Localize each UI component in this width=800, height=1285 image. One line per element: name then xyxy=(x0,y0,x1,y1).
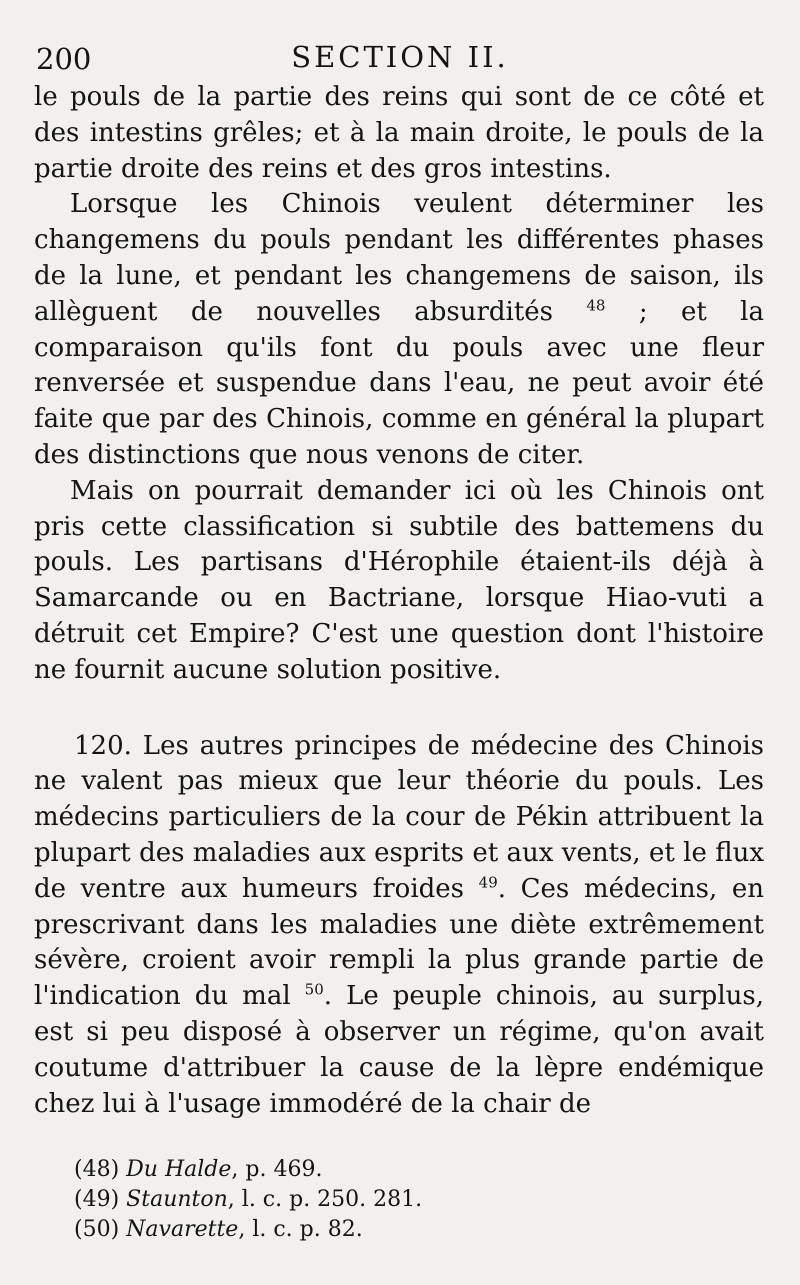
footnote xyxy=(74,1155,714,1185)
paragraph-pulse-phases xyxy=(34,187,764,473)
footnote-reference: 48 xyxy=(586,296,606,315)
footnote-reference-text: , l. c. p. 82. xyxy=(238,1217,363,1242)
footnote-reference: 49 xyxy=(478,873,498,892)
footnote-author: Staunton xyxy=(126,1187,228,1212)
paragraph-text: le pouls de la partie des reins qui sont de ce côté et des intestins grêles; et à la main droite, le pouls de la partie droite des reins et des gros intestins. xyxy=(34,82,764,184)
paragraph-text: 120. Les autres principes de médecine des Chinois ne valent pas mieux que leur théorie du pouls. Les médecins particuliers de la cour de Pékin attribuent la plupart des maladies aux esprits et aux vents, et le flux de ventre aux humeurs froides xyxy=(34,730,764,904)
paragraph-text: . Ces médecins, en prescrivant dans les maladies une diète extrêmement sévère, croient avoir rempli la plus grande partie de l'indication du mal xyxy=(34,873,764,1012)
footnote-author: Du Halde xyxy=(126,1157,232,1182)
paragraph-text: ; et la comparaison qu'ils font du pouls avec une fleur renversée et suspendue dans l'eau, ne peut avoir été faite que par des Chinois, comme en général la plupart des distinctions que nous venons de citer. xyxy=(34,296,764,470)
footnote-number: (50) xyxy=(74,1217,120,1242)
footnote-number: (49) xyxy=(74,1187,120,1212)
paragraph-classification xyxy=(34,474,764,689)
footnote xyxy=(74,1215,714,1245)
page-header xyxy=(0,38,800,78)
footnote-reference-text: , l. c. p. 250. 281. xyxy=(227,1187,423,1212)
footnote-reference: 50 xyxy=(304,980,324,999)
paragraph-text: Lorsque les Chinois veulent déterminer les changemens du pouls pendant les différentes phases de la lune, et pendant les changemens de saison, ils allèguent de nouvelles absurdités xyxy=(34,189,764,327)
paragraph-text: . Le peuple chinois, au surplus, est si peu disposé à observer un régime, qu'on avait coutume d'attribuer la cause de la lèpre endémique chez lui à l'usage immodéré de la chair de xyxy=(34,981,764,1119)
paragraph-text: Mais on pourrait demander ici où les Chinois ont pris cette classification si subtile des battemens du pouls. Les partisans d'Hérophile étaient-ils déjà à Samarcande ou en Bactriane, lorsque Hiao-vuti a détruit cet Empire? C'est une question dont l'histoire ne fournit aucune solution positive. xyxy=(34,475,764,685)
footnotes xyxy=(74,1155,714,1245)
footnote-reference-text: , p. 469. xyxy=(231,1157,323,1182)
running-head: SECTION II. xyxy=(291,40,509,74)
paragraph-continuation xyxy=(34,80,764,187)
footnote-number: (48) xyxy=(74,1157,120,1182)
page-number: 200 xyxy=(36,42,92,76)
paragraph-section-120 xyxy=(34,729,764,1123)
footnote xyxy=(74,1185,714,1215)
body-text xyxy=(34,80,764,1122)
footnote-author: Navarette xyxy=(126,1217,239,1242)
